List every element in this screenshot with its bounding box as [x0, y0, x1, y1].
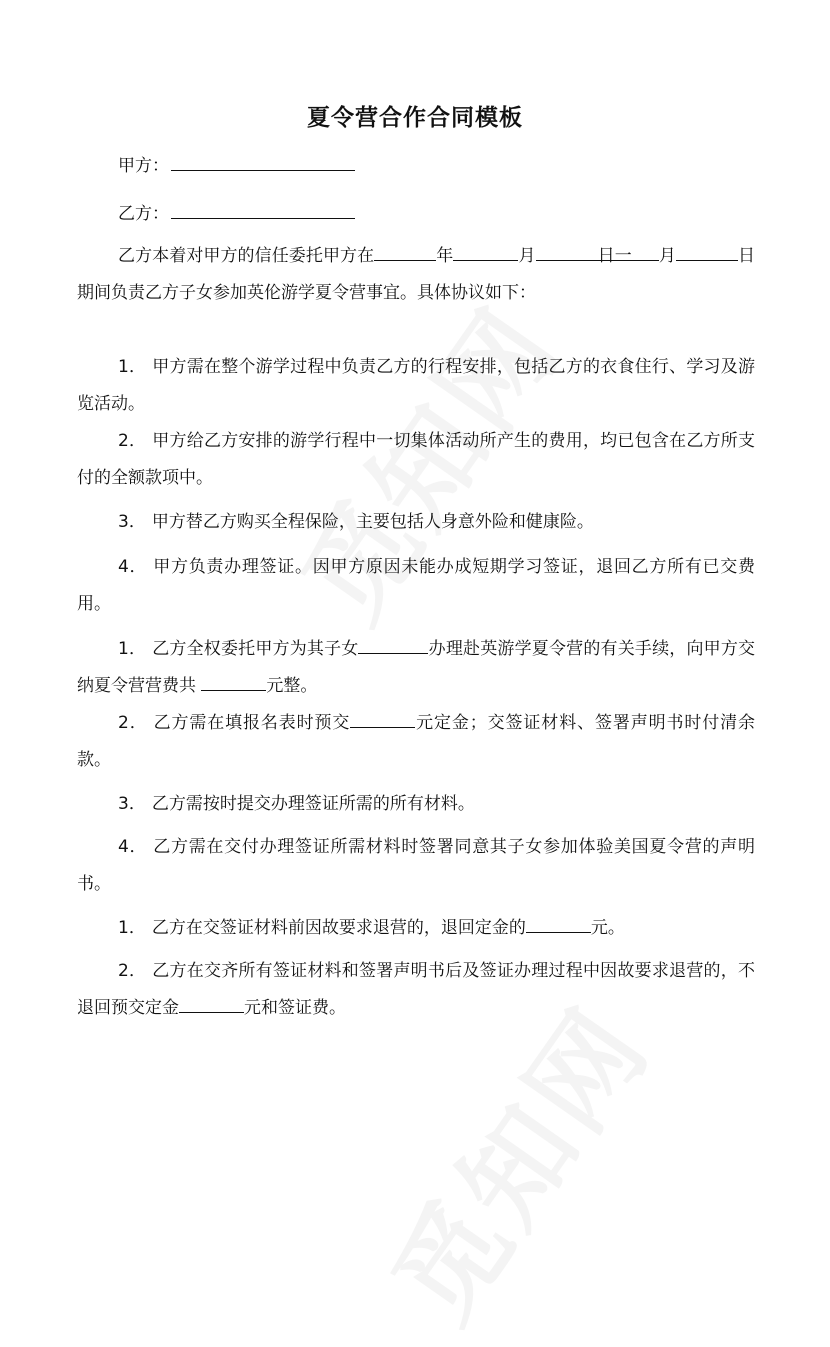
- intro-paragraph: [77, 238, 755, 312]
- end-day-blank[interactable]: [676, 242, 738, 261]
- clause-a1: 1． 甲方需在整个游学过程中负责乙方的行程安排，包括乙方的衣食住行、学习及游览活动。: [77, 357, 755, 414]
- month-blank[interactable]: [453, 242, 518, 261]
- clause-a4: 4． 甲方负责办理签证。因甲方原因未能办成短期学习签证，退回乙方所有已交费用。: [77, 557, 755, 614]
- party-a-line: [118, 152, 355, 178]
- fee-blank[interactable]: [201, 672, 266, 691]
- clause-b2: 2． 乙方需在填报名表时预交 元定金；交签证材料、签署声明书时付清余款。: [77, 705, 755, 779]
- end-month-blank[interactable]: [591, 242, 659, 261]
- document-title: 夏令营合作合同模板: [307, 105, 523, 131]
- day-blank[interactable]: [536, 242, 598, 261]
- clause-b3: 3． 乙方需按时提交办理签证所需的所有材料。: [118, 794, 475, 814]
- intro-text: 月: [658, 246, 676, 266]
- child-name-blank[interactable]: [358, 635, 428, 654]
- party-b-label: 乙方：: [118, 204, 169, 224]
- clause-a3: 3． 甲方替乙方购买全程保险，主要包括人身意外险和健康险。: [118, 512, 594, 532]
- intro-text: 日一: [597, 246, 632, 266]
- party-b-line: [118, 200, 355, 226]
- watermark: [349, 971, 678, 1347]
- intro-text: 日期间负责乙方子女参加英伦游学夏令营事宜。具体协议如下：: [77, 246, 756, 303]
- year-blank[interactable]: [374, 242, 436, 261]
- party-a-blank[interactable]: [171, 152, 355, 171]
- intro-text: 乙方本着对甲方的信任委托甲方在: [118, 246, 375, 266]
- clause-b4: 4． 乙方需在交付办理签证所需材料时签署同意其子女参加体验美国夏令营的声明书。: [77, 837, 755, 894]
- party-a-label: 甲方：: [118, 156, 169, 176]
- intro-text: 年: [436, 246, 454, 266]
- party-b-blank[interactable]: [171, 200, 355, 219]
- intro-text: 月: [518, 246, 536, 266]
- clause-c2: 2． 乙方在交齐所有签证材料和签署声明书后及签证办理过程中因故要求退营的，不退回预交定金 元和签证费。: [77, 961, 755, 1018]
- nonrefund-deposit-blank[interactable]: [179, 994, 244, 1013]
- refund-blank[interactable]: [526, 914, 591, 933]
- deposit-blank[interactable]: [350, 709, 415, 728]
- clause-c1: 1． 乙方在交签证材料前因故要求退营的，退回定金的 元。: [77, 910, 755, 947]
- clause-b1: 1． 乙方全权委托甲方为其子女 办理赴英游学夏令营的有关手续，向甲方交纳夏令营营费共 元整。: [77, 631, 755, 705]
- clause-a2: 2． 甲方给乙方安排的游学行程中一切集体活动所产生的费用，均已包含在乙方所支付的全额款项中。: [77, 431, 755, 488]
